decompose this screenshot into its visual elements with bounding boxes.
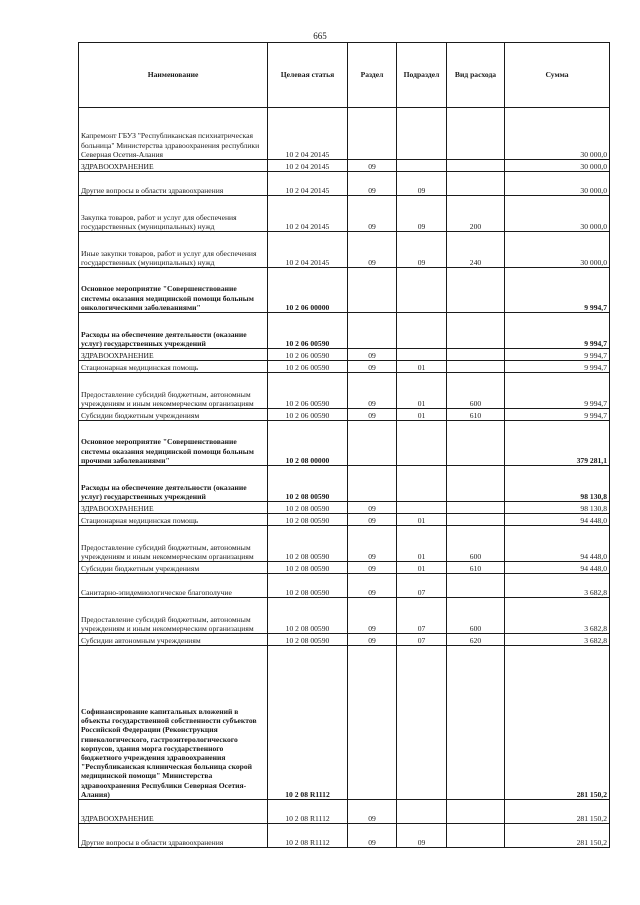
cell-subsection: 01 (397, 526, 447, 562)
cell-section: 09 (348, 196, 397, 232)
cell-expense-type (447, 800, 505, 824)
cell-target: 10 2 08 R1112 (268, 646, 348, 800)
cell-expense-type (447, 172, 505, 196)
cell-target: 10 2 08 00590 (268, 598, 348, 634)
cell-name: Другие вопросы в области здравоохранения (79, 824, 268, 848)
cell-amount: 9 994,7 (505, 349, 610, 361)
table-row (79, 466, 610, 502)
cell-subsection: 01 (397, 514, 447, 526)
cell-amount: 3 682,8 (505, 574, 610, 598)
cell-name: Субсидии автономным учреждениям (79, 634, 268, 646)
table-row (79, 196, 610, 232)
cell-amount: 30 000,0 (505, 108, 610, 160)
cell-subsection: 01 (397, 562, 447, 574)
cell-target: 10 2 08 00590 (268, 574, 348, 598)
cell-name: Предоставление субсидий бюджетным, автономным учреждениям и иным некоммерческим организациям (79, 373, 268, 409)
cell-expense-type: 240 (447, 232, 505, 268)
cell-section (348, 108, 397, 160)
cell-subsection: 01 (397, 409, 447, 421)
cell-expense-type (447, 646, 505, 800)
cell-name: Расходы на обеспечение деятельности (оказание услуг) государственных учреждений (79, 313, 268, 349)
table-header-row (79, 43, 610, 108)
cell-subsection: 01 (397, 373, 447, 409)
cell-subsection: 07 (397, 634, 447, 646)
cell-amount: 3 682,8 (505, 634, 610, 646)
cell-target: 10 2 06 00000 (268, 268, 348, 313)
header-section: Раздел (348, 43, 397, 108)
cell-section: 09 (348, 574, 397, 598)
cell-amount: 9 994,7 (505, 373, 610, 409)
cell-section: 09 (348, 361, 397, 373)
cell-subsection: 09 (397, 196, 447, 232)
table-row (79, 172, 610, 196)
cell-expense-type (447, 466, 505, 502)
cell-amount: 9 994,7 (505, 268, 610, 313)
cell-expense-type (447, 268, 505, 313)
table-row (79, 421, 610, 466)
cell-expense-type: 200 (447, 196, 505, 232)
cell-expense-type (447, 108, 505, 160)
cell-target: 10 2 06 00590 (268, 349, 348, 361)
budget-table (78, 42, 610, 848)
cell-section: 09 (348, 562, 397, 574)
cell-name: Субсидии бюджетным учреждениям (79, 562, 268, 574)
table-row (79, 824, 610, 848)
cell-section (348, 646, 397, 800)
cell-expense-type (447, 514, 505, 526)
table-row (79, 268, 610, 313)
cell-amount: 94 448,0 (505, 562, 610, 574)
cell-target: 10 2 04 20145 (268, 196, 348, 232)
cell-target: 10 2 08 00590 (268, 562, 348, 574)
cell-name: Софинансирование капитальных вложений в объекты государственной собственности субъектов Российской Федерации (Реконструкция гинекологического, гастроэнтерологического корпусов, здания морга государственного бюджетного учреждения здравоохранения "Республиканская клиническая больница скорой медицинской помощи" Министерства здравоохранения Республики Северная Осетия-Алания) (79, 646, 268, 800)
cell-expense-type: 610 (447, 562, 505, 574)
cell-subsection: 07 (397, 574, 447, 598)
page-number: 665 (313, 31, 327, 41)
cell-section (348, 313, 397, 349)
cell-amount: 30 000,0 (505, 160, 610, 172)
cell-target: 10 2 06 00590 (268, 313, 348, 349)
cell-target: 10 2 08 00590 (268, 526, 348, 562)
cell-target: 10 2 08 00590 (268, 466, 348, 502)
cell-section: 09 (348, 800, 397, 824)
cell-name: Другие вопросы в области здравоохранения (79, 172, 268, 196)
cell-subsection (397, 646, 447, 800)
cell-expense-type (447, 824, 505, 848)
cell-section (348, 421, 397, 466)
cell-subsection (397, 349, 447, 361)
cell-section: 09 (348, 172, 397, 196)
table-row (79, 634, 610, 646)
cell-amount: 30 000,0 (505, 232, 610, 268)
cell-subsection: 09 (397, 172, 447, 196)
cell-name: Основное мероприятие "Совершенствование системы оказания медицинской помощи больным прочими заболеваниями" (79, 421, 268, 466)
cell-expense-type (447, 421, 505, 466)
cell-section: 09 (348, 526, 397, 562)
cell-target: 10 2 04 20145 (268, 232, 348, 268)
cell-expense-type (447, 349, 505, 361)
cell-amount: 30 000,0 (505, 172, 610, 196)
cell-name: Стационарная медицинская помощь (79, 514, 268, 526)
cell-name: Иные закупки товаров, работ и услуг для обеспечения государственных (муниципальных) нужд (79, 232, 268, 268)
cell-target: 10 2 08 R1112 (268, 824, 348, 848)
cell-subsection (397, 502, 447, 514)
cell-name: ЗДРАВООХРАНЕНИЕ (79, 800, 268, 824)
cell-expense-type (447, 313, 505, 349)
cell-target: 10 2 06 00590 (268, 373, 348, 409)
header-amount: Сумма (505, 43, 610, 108)
cell-name: ЗДРАВООХРАНЕНИЕ (79, 160, 268, 172)
cell-expense-type (447, 502, 505, 514)
cell-expense-type (447, 574, 505, 598)
cell-subsection: 09 (397, 232, 447, 268)
cell-expense-type (447, 160, 505, 172)
table-row (79, 800, 610, 824)
cell-subsection: 09 (397, 824, 447, 848)
table-row (79, 409, 610, 421)
cell-name: Стационарная медицинская помощь (79, 361, 268, 373)
header-target-article: Целевая статья (268, 43, 348, 108)
cell-section: 09 (348, 502, 397, 514)
cell-name: Капремонт ГБУЗ "Республиканская психиатрическая больница" Министерства здравоохранения республики Северная Осетия-Алания (79, 108, 268, 160)
table-row (79, 514, 610, 526)
cell-target: 10 2 08 00590 (268, 502, 348, 514)
cell-expense-type: 620 (447, 634, 505, 646)
table-row (79, 526, 610, 562)
cell-target: 10 2 08 R1112 (268, 800, 348, 824)
cell-subsection (397, 108, 447, 160)
header-subsection: Подраздел (397, 43, 447, 108)
cell-target: 10 2 04 20145 (268, 108, 348, 160)
cell-amount: 98 130,8 (505, 502, 610, 514)
cell-amount: 94 448,0 (505, 526, 610, 562)
cell-target: 10 2 06 00590 (268, 409, 348, 421)
cell-amount: 30 000,0 (505, 196, 610, 232)
cell-expense-type (447, 361, 505, 373)
cell-section: 09 (348, 232, 397, 268)
cell-name: Закупка товаров, работ и услуг для обеспечения государственных (муниципальных) нужд (79, 196, 268, 232)
cell-amount: 281 150,2 (505, 646, 610, 800)
cell-amount: 281 150,2 (505, 824, 610, 848)
table-row (79, 160, 610, 172)
cell-section: 09 (348, 598, 397, 634)
table-row (79, 574, 610, 598)
table-row (79, 232, 610, 268)
cell-name: ЗДРАВООХРАНЕНИЕ (79, 349, 268, 361)
table-row (79, 361, 610, 373)
cell-section: 09 (348, 373, 397, 409)
cell-subsection (397, 466, 447, 502)
header-name: Наименование (79, 43, 268, 108)
cell-name: Предоставление субсидий бюджетным, автономным учреждениям и иным некоммерческим организациям (79, 526, 268, 562)
table-row (79, 373, 610, 409)
cell-target: 10 2 06 00590 (268, 361, 348, 373)
cell-subsection (397, 421, 447, 466)
cell-amount: 379 281,1 (505, 421, 610, 466)
cell-name: Предоставление субсидий бюджетным, автономным учреждениям и иным некоммерческим организациям (79, 598, 268, 634)
cell-section: 09 (348, 514, 397, 526)
cell-target: 10 2 08 00590 (268, 514, 348, 526)
table-row (79, 313, 610, 349)
cell-expense-type: 600 (447, 598, 505, 634)
cell-section: 09 (348, 824, 397, 848)
cell-amount: 9 994,7 (505, 361, 610, 373)
cell-section: 09 (348, 409, 397, 421)
cell-name: Санитарно-эпидемиологическое благополучие (79, 574, 268, 598)
cell-name: Субсидии бюджетным учреждениям (79, 409, 268, 421)
cell-subsection (397, 800, 447, 824)
cell-expense-type: 600 (447, 526, 505, 562)
cell-amount: 94 448,0 (505, 514, 610, 526)
cell-expense-type: 600 (447, 373, 505, 409)
cell-section (348, 466, 397, 502)
cell-target: 10 2 04 20145 (268, 172, 348, 196)
cell-target: 10 2 08 00000 (268, 421, 348, 466)
table-row (79, 598, 610, 634)
cell-subsection (397, 160, 447, 172)
cell-amount: 3 682,8 (505, 598, 610, 634)
cell-amount: 9 994,7 (505, 409, 610, 421)
cell-subsection: 01 (397, 361, 447, 373)
cell-subsection: 07 (397, 598, 447, 634)
cell-target: 10 2 04 20145 (268, 160, 348, 172)
cell-amount: 9 994,7 (505, 313, 610, 349)
cell-target: 10 2 08 00590 (268, 634, 348, 646)
cell-name: ЗДРАВООХРАНЕНИЕ (79, 502, 268, 514)
cell-subsection (397, 268, 447, 313)
cell-amount: 281 150,2 (505, 800, 610, 824)
cell-name: Расходы на обеспечение деятельности (оказание услуг) государственных учреждений (79, 466, 268, 502)
cell-expense-type: 610 (447, 409, 505, 421)
header-expense-type: Вид расхода (447, 43, 505, 108)
cell-subsection (397, 313, 447, 349)
table-row (79, 108, 610, 160)
table-row (79, 646, 610, 800)
cell-section: 09 (348, 634, 397, 646)
table-row (79, 562, 610, 574)
cell-section: 09 (348, 349, 397, 361)
cell-name: Основное мероприятие "Совершенствование системы оказания медицинской помощи больным онкологическими заболеваниями" (79, 268, 268, 313)
cell-section: 09 (348, 160, 397, 172)
table-row (79, 349, 610, 361)
cell-section (348, 268, 397, 313)
table-row (79, 502, 610, 514)
cell-amount: 98 130,8 (505, 466, 610, 502)
